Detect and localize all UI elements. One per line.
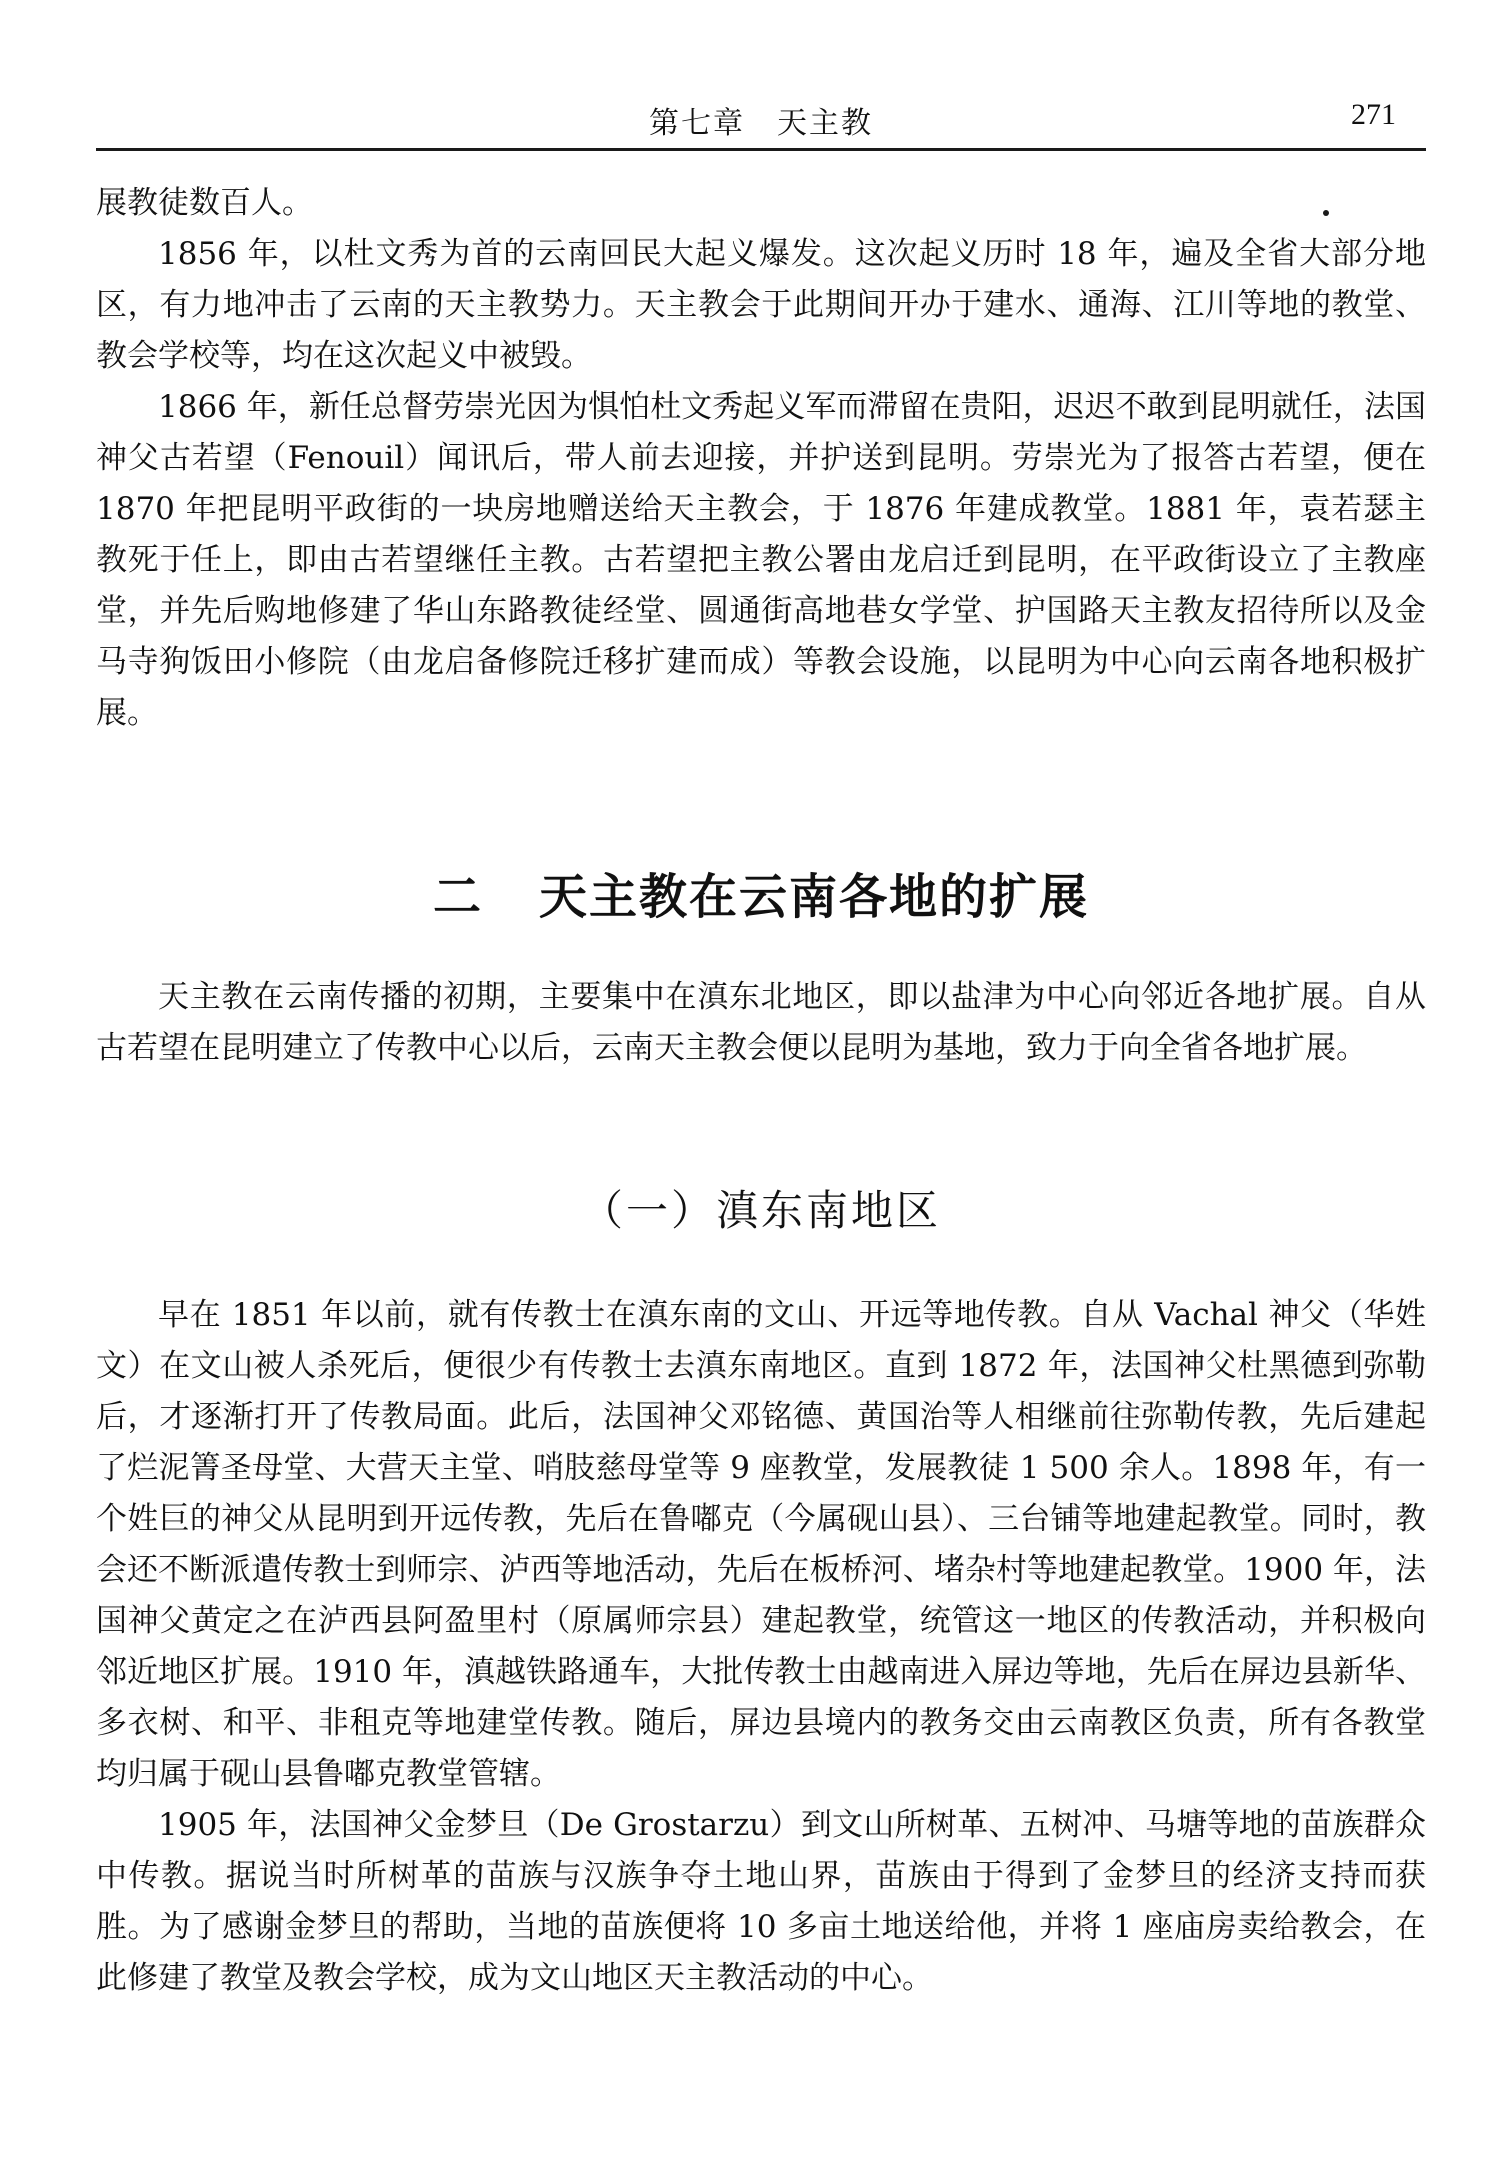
section-number: 二	[432, 869, 483, 925]
section-intro-text	[96, 972, 1426, 1074]
running-head	[96, 92, 1426, 141]
header-rule	[96, 148, 1426, 151]
section-title: 天主教在云南各地的扩展	[539, 869, 1090, 925]
intro-text	[96, 178, 1426, 739]
section-heading	[96, 858, 1426, 927]
paragraph-southeast-mission: 早在 1851 年以前，就有传教士在滇东南的文山、开远等地传教。自从 Vachal 神父（华姓文）在文山被人杀死后，便很少有传教士去滇东南地区。直到 1872 年，法国神父杜黑德到弥勒后，才逐渐打开了传教局面。此后，法国神父邓铭德、黄国治等人相继前往弥勒传教，先后建起了烂泥箐圣母堂、大营天主堂、哨肢慈母堂等 9 座教堂，发展教徒 1 500 余人。1898 年，有一个姓巨的神父从昆明到开远传教，先后在鲁嘟克（今属砚山县）、三台铺等地建起教堂。同时，教会还不断派遣传教士到师宗、泸西等地活动，先后在板桥河、堵杂村等地建起教堂。1900 年，法国神父黄定之在泸西县阿盈里村（原属师宗县）建起教堂，统管这一地区的传教活动，并积极向邻近地区扩展。1910 年，滇越铁路通车，大批传教士由越南进入屏边等地，先后在屏边县新华、多衣树、和平、非租克等地建堂传教。随后，屏边县境内的教务交由云南教区负责，所有各教堂均归属于砚山县鲁嘟克教堂管辖。	[96, 1297, 1426, 1792]
paragraph-1905-miao: 1905 年，法国神父金梦旦（De Grostarzu）到文山所树革、五树冲、马塘等地的苗族群众中传教。据说当时所树革的苗族与汉族争夺土地山界，苗族由于得到了金梦旦的经济支持而获胜。为了感谢金梦旦的帮助，当地的苗族便将 10 多亩土地送给他，并将 1 座庙房卖给教会，在此修建了教堂及教会学校，成为文山地区天主教活动的中心。	[96, 1807, 1426, 1996]
paragraph-continued: 展教徒数百人。	[96, 185, 313, 221]
paragraph-early-spread: 天主教在云南传播的初期，主要集中在滇东北地区，即以盐津为中心向邻近各地扩展。自从古若望在昆明建立了传教中心以后，云南天主教会便以昆明为基地，致力于向全省各地扩展。	[96, 979, 1426, 1066]
chapter-title: 第七章 天主教	[649, 106, 873, 141]
subsection-heading: （一）滇东南地区	[580, 1186, 941, 1235]
subsection-text	[96, 1290, 1426, 2004]
page-number: 271	[1351, 98, 1396, 131]
paragraph-1866-kunming: 1866 年，新任总督劳崇光因为惧怕杜文秀起义军而滞留在贵阳，迟迟不敢到昆明就任，法国神父古若望（Fenouil）闻讯后，带人前去迎接，并护送到昆明。劳崇光为了报答古若望，便在 1870 年把昆明平政街的一块房地赠送给天主教会，于 1876 年建成教堂。1881 年，袁若瑟主教死于任上，即由古若望继任主教。古若望把主教公署由龙启迁到昆明，在平政街设立了主教座堂，并先后购地修建了华山东路教徒经堂、圆通街高地巷女学堂、护国路天主教友招待所以及金马寺狗饭田小修院（由龙启备修院迁移扩建而成）等教会设施，以昆明为中心向云南各地积极扩展。	[96, 389, 1426, 731]
paragraph-1856-uprising: 1856 年，以杜文秀为首的云南回民大起义爆发。这次起义历时 18 年，遍及全省大部分地区，有力地冲击了云南的天主教势力。天主教会于此期间开办于建水、通海、江川等地的教堂、教会学校等，均在这次起义中被毁。	[96, 236, 1426, 374]
